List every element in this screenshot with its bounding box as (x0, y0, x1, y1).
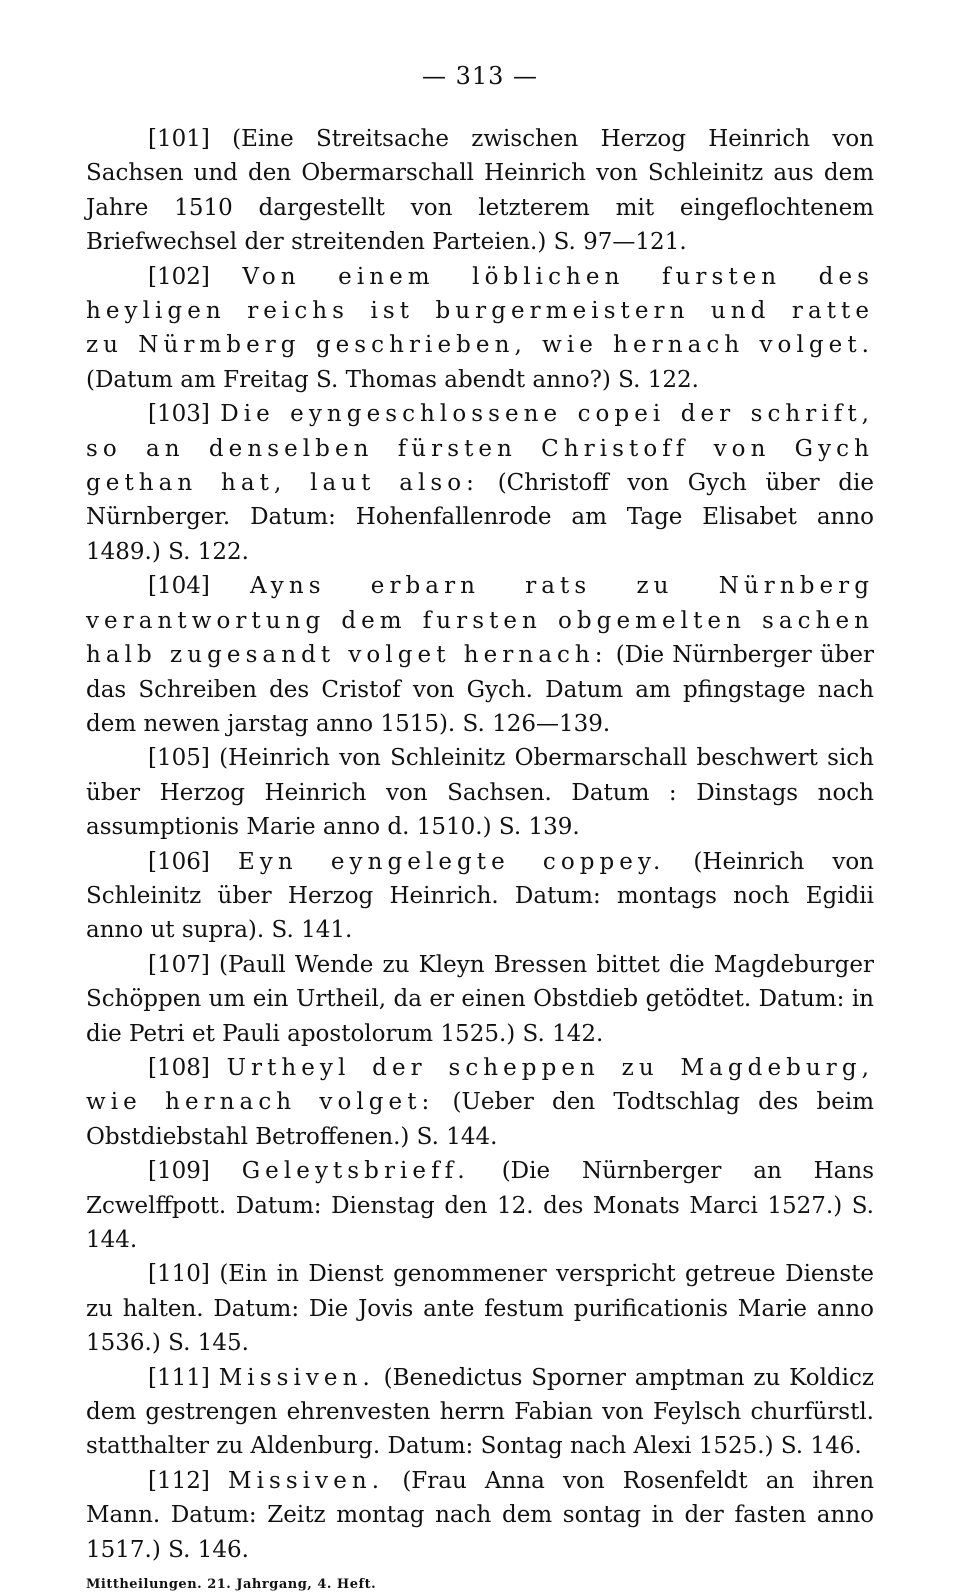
entry-item (86, 569, 874, 741)
entry-description: (Ein in Dienst genommener verspricht getreue Dienste zu halten. Datum: Die Jovis ante festum purificationis Marie anno 1536.) S. 145. (86, 1261, 875, 1357)
entry-description: (Frau Anna von Rosenfeldt an ihren Mann. Datum: Zeitz montag nach dem sontag in der fasten anno 1517.) S. 146. (86, 1467, 875, 1563)
entry-number: [110] (148, 1261, 210, 1288)
entry-item (86, 122, 874, 260)
entry-title: Eyn eyngelegte coppey. (237, 848, 666, 875)
entry-item (86, 1464, 874, 1567)
entry-title: Urtheyl der scheppen zu Magdeburg, wie hernach volget: (86, 1054, 874, 1116)
entry-description: (Paull Wende zu Kleyn Bressen bittet die Magdeburger Schöppen um ein Urtheil, da er einen Obstdieb getödtet. Datum: in die Petri et Pauli apostolorum 1525.) S. 142. (86, 951, 874, 1047)
entry-item (86, 948, 874, 1051)
entry-title: Missiven. (228, 1467, 385, 1494)
entry-item (86, 1257, 874, 1360)
entry-item (86, 1051, 874, 1154)
entry-item (86, 741, 874, 844)
entry-title: Geleytsbrieff. (241, 1158, 470, 1185)
entry-title: Ayns erbarn rats zu Nürnberg verantwortung dem fursten obgemelten sachen halb zugesandt volget hernach: (86, 573, 874, 669)
entry-title: Die eyngeschlossene copei der schrift, so an denselben fürsten Christoff von Gych gethan hat, laut also: (86, 401, 874, 497)
entry-number: [101] (148, 126, 210, 152)
entry-description: (Benedictus Sporner amptman zu Koldicz dem gestrengen ehrenvesten herrn Fabian von Feylsch churfürstl. statthalter zu Aldenburg. Datum: Sontag nach Alexi 1525.) S. 146. (86, 1364, 875, 1460)
entry-description: (Ueber den Todtschlag des beim Obstdiebstahl Betroffenen.) S. 144. (86, 1089, 874, 1150)
entry-number: [111] (148, 1364, 210, 1391)
footer-signature: Mittheilungen. 21. Jahrgang, 4. Heft. (86, 1577, 377, 1592)
entry-description: (Datum am Freitag S. Thomas abendt anno?) S. 122. (86, 366, 699, 393)
entry-number: [107] (148, 951, 210, 978)
entry-description: (Die Nürnberger über das Schreiben des Cristof von Gych. Datum am pfingstage nach dem newen jarstag anno 1515). S. 126—139. (86, 642, 874, 737)
entry-number: [105] (148, 745, 210, 772)
entry-description: (Eine Streitsache zwischen Herzog Heinrich von Sachsen und den Obermarschall Heinrich von Schleinitz aus dem Jahre 1510 dargestellt von letzterem mit eingeflochtenem Briefwechsel der streitenden Parteien.) S. 97—121. (86, 126, 875, 256)
entry-list (86, 122, 874, 1567)
entry-number: [112] (148, 1467, 210, 1494)
entry-description: (Christoff von Gych über die Nürnberger. Datum: Hohenfallenrode am Tage Elisabet anno 1489.) S. 122. (86, 470, 875, 565)
entry-number: [104] (148, 573, 210, 600)
entry-title: Missiven. (218, 1364, 375, 1391)
entry-title: Von einem löblichen fursten des heyligen reichs ist burgermeistern und ratte zu Nürmberg geschrieben, wie hernach volget. (86, 263, 874, 359)
entry-description: (Heinrich von Schleinitz Obermarschall beschwert sich über Herzog Heinrich von Sachsen. Datum : Dinstags noch assumptionis Marie anno d. 1510.) S. 139. (86, 745, 874, 841)
entry-item (86, 1154, 874, 1257)
entry-number: [102] (148, 263, 210, 290)
entry-number: [109] (148, 1158, 210, 1185)
entry-number: [108] (148, 1054, 210, 1081)
entry-description: (Die Nürnberger an Hans Zcwelffpott. Datum: Dienstag den 12. des Monats Marci 1527.) S. 144. (86, 1158, 875, 1253)
entry-number: [103] (148, 401, 210, 428)
entry-item (86, 1361, 874, 1464)
entry-number: [106] (148, 848, 210, 875)
entry-description: (Heinrich von Schleinitz über Herzog Heinrich. Datum: montags noch Egidii anno ut supra). S. 141. (86, 848, 875, 944)
entry-item (86, 397, 874, 569)
page-number: — 313 — (421, 62, 539, 90)
entry-item (86, 260, 874, 398)
entry-item (86, 845, 874, 948)
